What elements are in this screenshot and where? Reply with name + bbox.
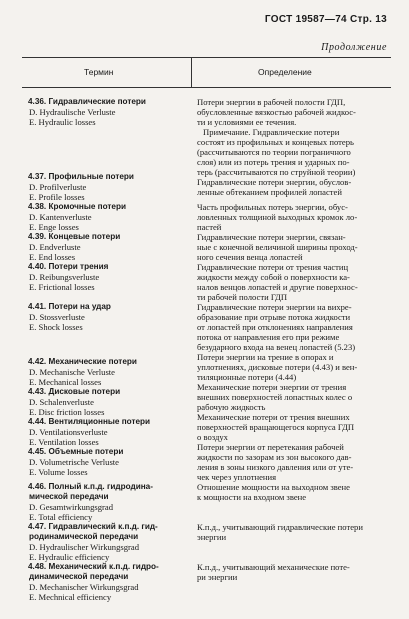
term-de: D. Schalenverluste [29, 397, 94, 407]
term-en: E. Hydraulic efficiency [29, 552, 110, 562]
def-line: Гидравлические потери от трения частиц [197, 262, 349, 272]
def-line: уплотнениях, дисковые потери (4.43) и вен- [197, 362, 358, 372]
def-line: рабочую жидкость [197, 402, 266, 412]
def-line: энергии [197, 532, 227, 542]
def-line: Гидравлические потери энергии, обуслов- [197, 177, 352, 187]
def-line: жидкости между собой о поверхности ка- [197, 272, 350, 282]
column-header-term: Термин [84, 67, 114, 77]
term-heading: 4.48. Механический к.п.д. гидро- [28, 562, 159, 571]
term-heading-cont: родинамической передачи [29, 532, 139, 541]
term-en: E. Mechnical efficiency [29, 592, 112, 602]
term-heading: 4.38. Кромочные потери [28, 202, 126, 211]
term-heading: 4.43. Дисковые потери [28, 387, 121, 396]
term-de: D. Reibungsverluste [29, 272, 100, 282]
term-en: E. Frictional losses [29, 282, 95, 292]
column-header-definition: Определение [258, 67, 312, 77]
def-line: чек через уплотнения [197, 472, 277, 482]
def-line: налов венцов лопастей и другие поверхнос- [197, 282, 358, 292]
def-line: ные с конечной величиной ширины проход- [197, 242, 358, 252]
term-heading: 4.39. Концевые потери [28, 232, 121, 241]
term-heading: 4.41. Потери на удар [28, 302, 111, 311]
def-line: обусловленные вязкостью рабочей жидкос- [197, 107, 356, 117]
term-heading: 4.46. Полный к.п.д. гидродина- [28, 482, 153, 491]
def-line: образование при отрыве потока жидкости [197, 312, 351, 322]
def-line: Потери энергии на трение в опорах и [197, 352, 334, 362]
def-line: ловленных толщиной выходных кромок ло- [197, 212, 358, 222]
def-line: Гидравлические потери энергии на вихре- [197, 302, 352, 312]
note-line: терь (рассчитываются по струйной теории) [197, 167, 356, 177]
term-en: E. Shock losses [29, 322, 83, 332]
def-line: о воздух [197, 432, 228, 442]
note-line: слоя) или из потерь трения и ударных по- [197, 157, 350, 167]
def-line: от лопастей при отклонениях направления [197, 322, 353, 332]
def-line: ти и условиями ее течения. [197, 117, 297, 127]
def-line: безударного входа на венец лопастей (5.23) [197, 342, 356, 352]
term-de: D. Stossverluste [29, 312, 85, 322]
term-de: D. Mechanische Verluste [29, 367, 115, 377]
term-heading: 4.40. Потери трения [28, 262, 109, 271]
term-heading-cont: мической передачи [29, 492, 109, 501]
term-heading: 4.47. Гидравлический к.п.д. гид- [28, 522, 158, 531]
def-line: К.п.д., учитывающий механические поте- [197, 562, 350, 572]
def-line: Часть профильных потерь энергии, обус- [197, 202, 348, 212]
term-de: D. Profilverluste [29, 182, 87, 192]
table-top-rule [22, 57, 391, 58]
page-header: ГОСТ 19587—74 Стр. 13 [264, 14, 387, 25]
def-line: тиляционные потери (4.44) [197, 372, 297, 382]
header-divider [191, 57, 192, 87]
def-line: Потери энергии от перетекания рабочей [197, 442, 344, 452]
term-en: E. Disc friction losses [29, 407, 105, 417]
term-de: D. Endverluste [29, 242, 81, 252]
def-line: Гидравлические потери энергии, связан- [197, 232, 346, 242]
table-header-rule [22, 87, 391, 88]
def-line: потока от направления его при режиме [197, 332, 340, 342]
def-line: Отношение мощности на выходном звене [197, 482, 350, 492]
term-de: D. Volumetrische Verluste [29, 457, 119, 467]
def-line: Механические потери от трения внешних [197, 412, 350, 422]
term-en: E. Enge losses [29, 222, 79, 232]
def-line: внешних поверхностей лопастных колес о [197, 392, 353, 402]
term-de: D. Kantenverluste [29, 212, 92, 222]
note-line: (рассчитываются по теории пограничного [197, 147, 351, 157]
term-de: D. Hydraulischer Wirkungsgrad [29, 542, 139, 552]
def-line: ного сечения венца лопастей [197, 252, 303, 262]
def-line: Механические потери энергии от трения [197, 382, 347, 392]
term-heading: 4.42. Механические потери [28, 357, 137, 366]
def-line: К.п.д., учитывающий гидравлические потери [197, 522, 363, 532]
term-en: E. Total efficiency [29, 512, 93, 522]
term-heading: 4.36. Гидравлические потери [28, 97, 146, 106]
def-line: ления в зоны низкого давления или от уте- [197, 462, 354, 472]
note-line: Примечание. Гидравлические потери [203, 127, 340, 137]
def-line: ленные обтеканием профилей лопастей [197, 187, 342, 197]
term-heading: 4.44. Вентиляционные потери [28, 417, 151, 426]
term-en: E. Ventilation losses [29, 437, 99, 447]
term-en: E. Volume losses [29, 467, 88, 477]
term-en: E. End losses [29, 252, 76, 262]
term-de: D. Ventilationsverluste [29, 427, 108, 437]
def-line: ри энергии [197, 572, 238, 582]
term-de: D. Hydraulische Verluste [29, 107, 116, 117]
term-en: E. Mechanical losses [29, 377, 102, 387]
term-en: E. Profile losses [29, 192, 85, 202]
def-line: к мощности на входном звене [197, 492, 307, 502]
term-de: D. Gesamtwirkungsgrad [29, 502, 114, 512]
def-line: жидкости по зазорам из зон высокого дав- [197, 452, 352, 462]
def-line: ти рабочей полости ГДП [197, 292, 288, 302]
def-line: Потери энергии в рабочей полости ГДП, [197, 97, 346, 107]
continuation-label: Продолжение [321, 42, 387, 53]
term-en: E. Hydraulic losses [29, 117, 96, 127]
term-de: D. Mechanischer Wirkungsgrad [29, 582, 139, 592]
term-heading: 4.37. Профильные потери [28, 172, 134, 181]
def-line: поверхностей вращающегося корпуса ГДП [197, 422, 355, 432]
note-line: состоят из профильных и концевых потерь [197, 137, 354, 147]
term-heading: 4.45. Объемные потери [28, 447, 124, 456]
def-line: пастей [197, 222, 222, 232]
term-heading-cont: динамической передачи [29, 572, 129, 581]
